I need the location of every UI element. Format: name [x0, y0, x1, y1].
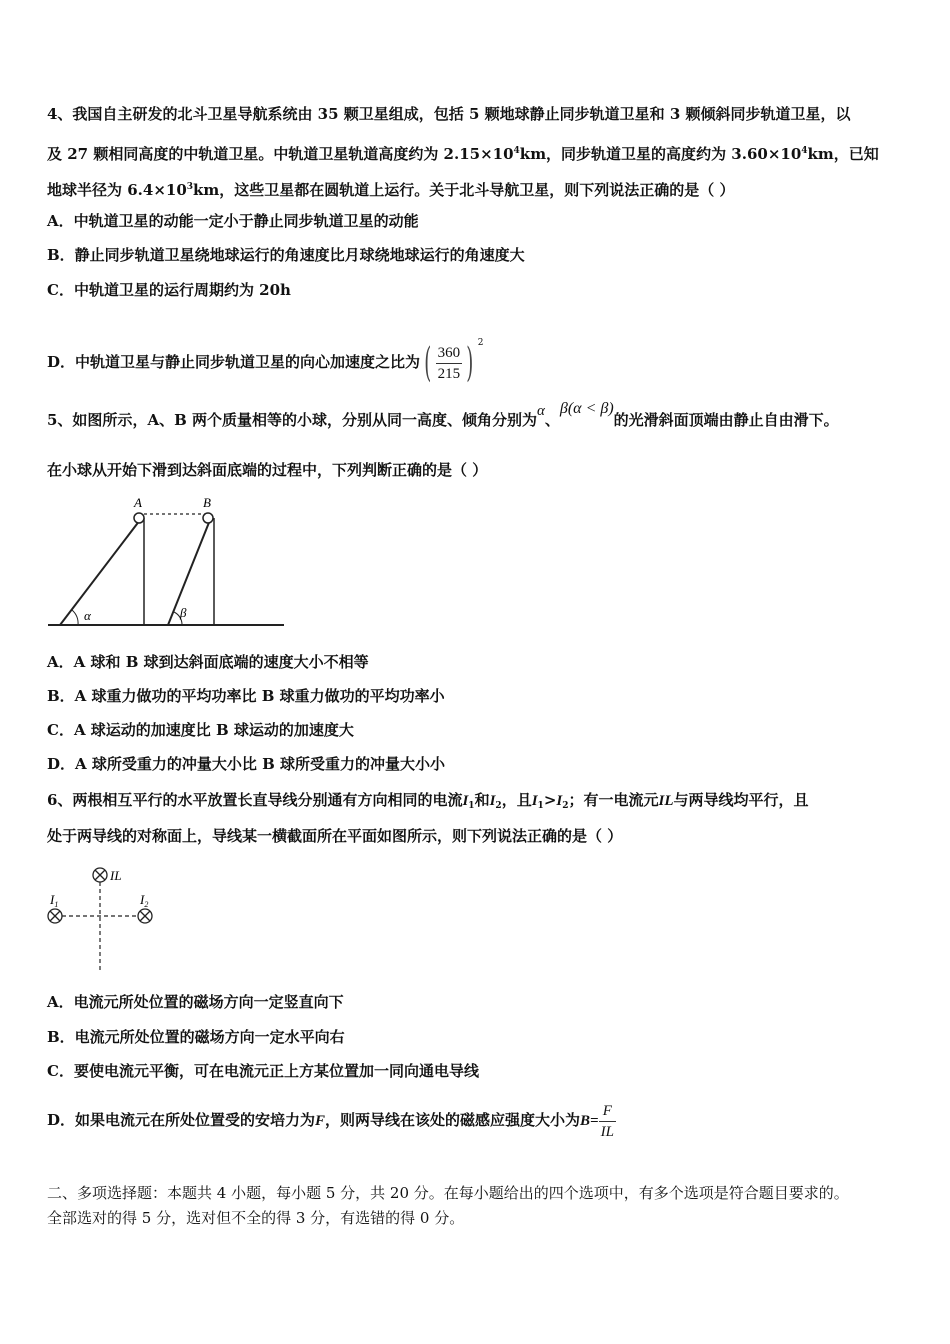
q4-fraction: $\frac{360}{215}$	[437, 344, 461, 382]
q4-option-b: B．静止同步轨道卫星绕地球运行的角速度比月球绕地球运行的角速度大	[47, 246, 525, 264]
label-il: IL	[110, 868, 122, 883]
q6-line-1: 6、两根相互平行的水平放置长直导线分别通有方向相同的电流$I_1$和$I_2$，且$I_1>I_2$；有一电流元IL与两导线均平行，且	[47, 791, 809, 811]
q6-fraction: $\frac{F}{IL}$	[600, 1102, 614, 1140]
q4-line-1: 4、我国自主研发的北斗卫星导航系统由 35 颗卫星组成，包括 5 颗地球静止同步轨道卫星和 3 颗倾斜同步轨道卫星，以	[47, 105, 851, 123]
label-i2: $I_2$	[140, 892, 149, 909]
angle-alpha-arc	[72, 610, 78, 625]
q5-option-d: D．A 球所受重力的冲量大小比 B 球所受重力的冲量大小小	[47, 755, 445, 773]
q6-option-b: B．电流元所处位置的磁场方向一定水平向右	[47, 1028, 345, 1046]
q4-option-d: D．中轨道卫星与静止同步轨道卫星的向心加速度之比为 ( $\frac{360}{215}$ ) $^2$	[47, 338, 484, 386]
label-b: B	[203, 495, 211, 510]
current-element-il	[93, 868, 107, 882]
q6-option-d: D．如果电流元在所处位置受的安培力为F，则两导线在该处的磁感应强度大小为B= $\frac{F}{IL}$	[47, 1102, 614, 1140]
ball-a	[134, 513, 144, 523]
q5-line-2: 在小球从开始下滑到达斜面底端的过程中，下列判断正确的是（ ）	[47, 461, 488, 479]
q4-line-3: 地球半径为 $6.4\times 10^3km$，这些卫星都在圆轨道上运行。关于北斗导航卫星，则下列说法正确的是（ ）	[47, 181, 735, 199]
wire-i2	[138, 909, 152, 923]
q6-line-2: 处于两导线的对称面上，导线某一横截面所在平面如图所示，则下列说法正确的是（ ）	[47, 827, 623, 845]
q5-option-b: B．A 球重力做功的平均功率比 B 球重力做功的平均功率小	[47, 687, 445, 705]
q5-option-c: C．A 球运动的加速度比 B 球运动的加速度大	[47, 721, 354, 739]
q6-wire-figure	[40, 860, 170, 975]
incline-b	[168, 520, 210, 625]
q5-line-1: 5、如图所示，A、B 两个质量相等的小球，分别从同一高度、倾角分别为α、β(α < β)的光滑斜面顶端由静止自由滑下。	[47, 400, 839, 429]
q5-incline-figure	[48, 492, 288, 632]
label-beta: β	[180, 605, 187, 620]
label-i1: $I_1$	[50, 892, 59, 909]
q6-option-a: A．电流元所处位置的磁场方向一定竖直向下	[47, 993, 344, 1011]
q4-option-c: C．中轨道卫星的运行周期约为 20h	[47, 281, 291, 299]
label-a: A	[134, 495, 142, 510]
incline-a	[60, 520, 140, 625]
q5-option-a: A．A 球和 B 球到达斜面底端的速度大小不相等	[47, 653, 369, 671]
label-alpha: α	[84, 608, 91, 623]
q4-line-2: 及 27 颗相同高度的中轨道卫星。中轨道卫星轨道高度约为 $2.15\times 10^4km$，同步轨道卫星的高度约为 $3.60\times 10^4km$，已知	[47, 145, 879, 163]
section2-line-1: 二、多项选择题：本题共 4 小题，每小题 5 分，共 20 分。在每小题给出的四个选项中，有多个选项是符合题目要求的。	[47, 1184, 849, 1202]
q4-option-a: A．中轨道卫星的动能一定小于静止同步轨道卫星的动能	[47, 212, 419, 230]
q6-option-c: C．要使电流元平衡，可在电流元正上方某位置加一同向通电导线	[47, 1062, 479, 1080]
ball-b	[203, 513, 213, 523]
section2-line-2: 全部选对的得 5 分，选对但不全的得 3 分，有选错的得 0 分。	[47, 1209, 465, 1227]
wire-i1	[48, 909, 62, 923]
